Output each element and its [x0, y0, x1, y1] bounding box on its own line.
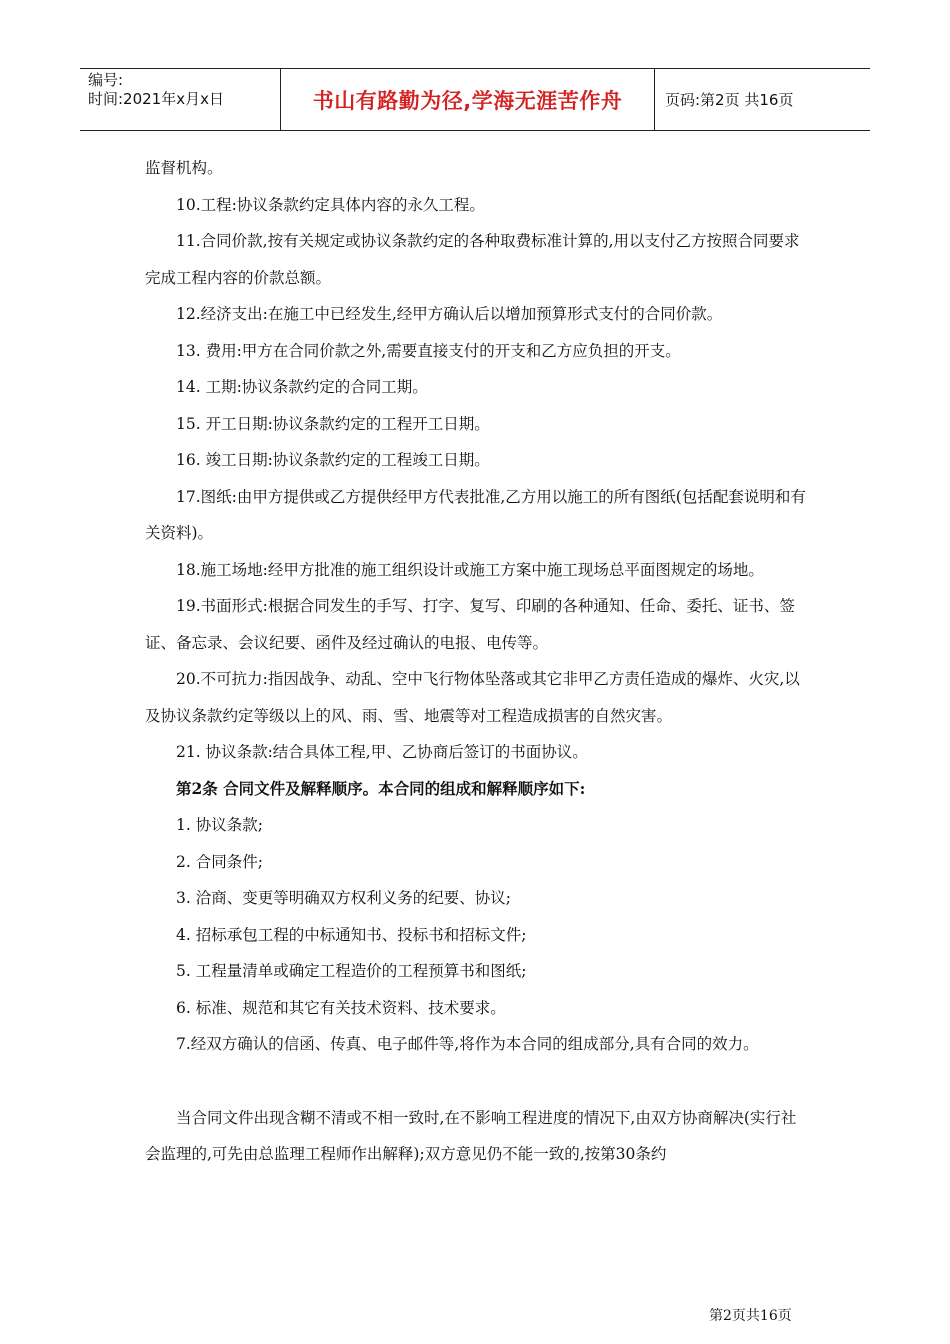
- time-label: 时间:2021年x月x日: [88, 90, 224, 108]
- paragraph: 17.图纸:由甲方提供或乙方提供经甲方代表批准,乙方用以施工的所有图纸(包括配套说明和有关资料)。: [145, 487, 806, 542]
- paragraph: 14. 工期:协议条款约定的合同工期。: [176, 378, 428, 396]
- paragraph: 10.工程:协议条款约定具体内容的永久工程。: [176, 195, 485, 214]
- paragraph: 11.合同价款,按有关规定或协议条款约定的各种取费标准计算的,用以支付乙方按照合同要求完成工程内容的价款总额。: [145, 232, 800, 287]
- paragraph: 21. 协议条款:结合具体工程,甲、乙协商后签订的书面协议。: [176, 743, 588, 761]
- paragraph-gap: [145, 1063, 810, 1100]
- header-info-cell: [80, 69, 281, 130]
- paragraph: 当合同文件出现含糊不清或不相一致时,在不影响工程进度的情况下,由双方协商解决(实行社会监理的,可先由总监理工程师作出解释);双方意见仍不能一致的,按第30条约: [145, 1108, 797, 1163]
- header-motto: 书山有路勤为径,学海无涯苦作舟: [281, 69, 655, 130]
- paragraph: 16. 竣工日期:协议条款约定的工程竣工日期。: [176, 451, 490, 469]
- document-body: [145, 150, 810, 1173]
- paragraph: 19.书面形式:根据合同发生的手写、打字、复写、印刷的各种通知、任命、委托、证书、签证、备忘录、会议纪要、函件及经过确认的电报、电传等。: [145, 597, 795, 652]
- document-header: [80, 68, 870, 131]
- list-item: 7.经双方确认的信函、传真、电子邮件等,将作为本合同的组成部分,具有合同的效力。: [176, 1035, 759, 1053]
- paragraph: 13. 费用:甲方在合同价款之外,需要直接支付的开支和乙方应负担的开支。: [176, 341, 681, 360]
- list-item: 2. 合同条件;: [176, 852, 263, 871]
- list-item: 3. 洽商、变更等明确双方权利义务的纪要、协议;: [176, 889, 511, 907]
- paragraph: 监督机构。: [145, 159, 223, 177]
- page-footer: 第2页共16页: [709, 1308, 792, 1324]
- paragraph: 18.施工场地:经甲方批准的施工组织设计或施工方案中施工现场总平面图规定的场地。: [176, 560, 764, 579]
- number-label: 编号:: [88, 71, 124, 89]
- list-item: 1. 协议条款;: [176, 816, 263, 834]
- paragraph: 15. 开工日期:协议条款约定的工程开工日期。: [176, 414, 490, 433]
- paragraph: 20.不可抗力:指因战争、动乱、空中飞行物体坠落或其它非甲乙方责任造成的爆炸、火灾,以及协议条款约定等级以上的风、雨、雪、地震等对工程造成损害的自然灾害。: [145, 670, 800, 725]
- header-page-label: 页码:第2页 共16页: [665, 91, 794, 109]
- list-item: 5. 工程量清单或确定工程造价的工程预算书和图纸;: [176, 962, 527, 980]
- list-item: 6. 标准、规范和其它有关技术资料、技术要求。: [176, 998, 506, 1017]
- list-item: 4. 招标承包工程的中标通知书、投标书和招标文件;: [176, 925, 527, 944]
- section-heading: 第2条 合同文件及解释顺序。本合同的组成和解释顺序如下:: [176, 778, 586, 798]
- paragraph: 12.经济支出:在施工中已经发生,经甲方确认后以增加预算形式支付的合同价款。: [176, 305, 723, 323]
